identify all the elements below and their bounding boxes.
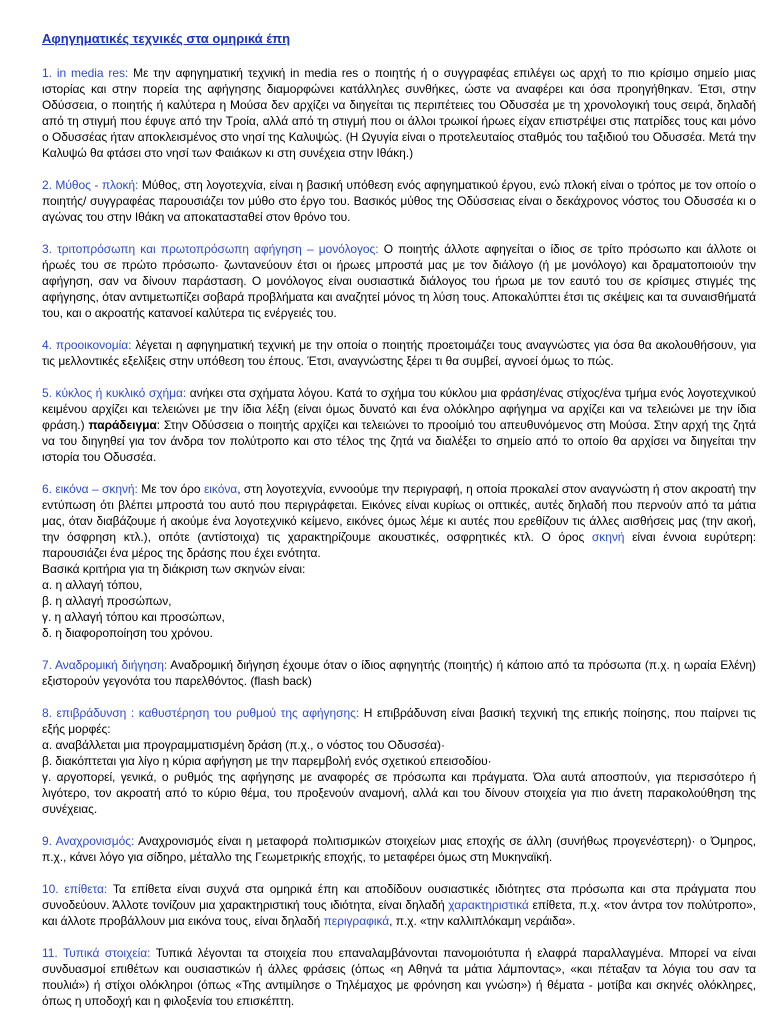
section-5-text: ανήκει στα σχήματα λόγου. Κατά το σχήμα του κύκλου μια φράση/ένας στίχος/ένα τμήμα ενός λογοτεχνικού κειμένου αρχίζει και τελειώνει με την ίδια λέξη (είναι όμως δυνατό και ένα ολόκληρο αφήγημα να αρχίζει και να τελειώνει με την ίδια φράση.): [42, 386, 756, 432]
section-2: [42, 177, 756, 225]
list-item: γ. η αλλαγή τόπου και προσώπων,: [42, 610, 225, 624]
section-8-forms-list: [42, 737, 756, 817]
section-9-text: Αναχρονισμός είναι η μεταφορά πολιτισμικών στοιχείων μιας εποχής σε άλλη (συνήθως προγενέστερη)· ο Όμηρος, π.χ., κάνει λόγο για σίδηρο, μέταλλο της Γεωμετρικής εποχής, το μεταφέρει όμως στη Μυκηναϊκή.: [42, 834, 756, 864]
section-5-example-text: : Στην Οδύσσεια ο ποιητής αρχίζει και τελειώνει το προοίμιό του απευθυνόμενος στη Μούσα. Στην αρχή της ζητά να του διηγηθεί για τον άνδρα τον πολύτροπο και στο τέλος της ζητά να διαλέξει το σημείο από το οποίο θα αρχίσει να διηγείται την ιστορία του Οδυσσέα.: [42, 418, 756, 464]
section-10-link-descriptive[interactable]: περιγραφικά: [323, 914, 390, 928]
section-1: [42, 65, 756, 161]
section-10: [42, 881, 756, 929]
section-6-text-3: είναι έννοια ευρύτερη: παρουσιάζει ένα μέρος της δράσης που έχει ενότητα.: [42, 530, 757, 560]
section-5-heading: 5. κύκλος ή κυκλικό σχήμα:: [42, 386, 187, 400]
section-7-text: Αναδρομική διήγηση έχουμε όταν ο ίδιος αφηγητής (ποιητής) ή κάποιο από τα πρόσωπα (π.χ. η ωραία Ελένη) εξιστορούν γεγονότα του παρελθόντος. (flash back): [42, 658, 756, 688]
document-title[interactable]: Αφηγηματικές τεχνικές στα ομηρικά έπη: [42, 31, 291, 46]
section-3-text: Ο ποιητής άλλοτε αφηγείται ο ίδιος σε τρίτο πρόσωπο και άλλοτε οι ήρωές του σε πρώτο πρόσωπο· ζωντανεύουν έτσι οι ήρωες μπροστά μας με τον διάλογο (ή με μονόλογο) και δραματοποιούν την αφήγηση, σαν να δίνουν παράσταση. Ο μονόλογος είναι ουσιαστικά διάλογος του ήρωα με τον εαυτό του σε κρίσιμες στιγμές της αφήγησης, όταν αντιμετωπίζει σοβαρά προβλήματα και αναζητεί μόνος τη λύση τους. Αποκαλύπτει έτσι τις σκέψεις και τα συναισθήματά του, και ο ακροατής κατανοεί καλύτερα τις ενέργειές του.: [42, 242, 756, 320]
section-10-text-3: , π.χ. «την καλλιπλόκαμη νεράιδα».: [389, 914, 576, 928]
section-8-heading: 8. επιβράδυνση : καθυστέρηση του ρυθμού της αφήγησης:: [42, 706, 360, 720]
section-3-heading: 3. τριτοπρόσωπη και πρωτοπρόσωπη αφήγηση – μονόλογος:: [42, 242, 379, 256]
list-item: δ. η διαφοροποίηση του χρόνου.: [42, 626, 213, 640]
section-10-text-2: επίθετα, π.χ. «τον άντρα τον πολύτροπο», και άλλοτε προβάλλουν μια εικόνα τους, είναι δηλαδή: [42, 898, 756, 928]
section-8: [42, 705, 756, 817]
list-item: α. η αλλαγή τόπου,: [42, 578, 143, 592]
section-6-link-skini[interactable]: σκηνή: [591, 530, 625, 544]
section-1-heading: 1. in media res:: [42, 66, 129, 80]
section-6-text-1: Με τον όρο: [137, 482, 204, 496]
section-5: [42, 385, 756, 465]
section-6-criteria-intro: Βασικά κριτήρια για τη διάκριση των σκηνών είναι:: [42, 562, 306, 576]
section-5-example-label: παράδειγμα: [88, 418, 157, 432]
section-10-text-1: Τα επίθετα είναι συχνά στα ομηρικά έπη και αποδίδουν ουσιαστικές ιδιότητες στα πρόσωπα και στα πράγματα που συνοδεύουν. Άλλοτε τονίζουν μια χαρακτηριστική τους ιδιότητα, είναι δηλαδή: [42, 882, 757, 912]
section-6-criteria-list: [42, 577, 756, 641]
section-9: [42, 833, 756, 865]
section-11-text: Τυπικά λέγονται τα στοιχεία που επαναλαμβάνονται πανομοιότυπα ή ελαφρά παραλλαγμένα. Μπορεί να είναι συνδυασμοί επιθέτων και ουσιαστικών ή άλλες φράσεις (όπως «η Αθηνά τα μάτια λάμποντας», «και πέταξαν τα λόγια του σαν τα πουλιά») ή στίχοι ολόκληροι (όπως «Της αντιμίλησε ο Τηλέμαχος με φρόνηση και γνώση») ή θέματα - μοτίβα και σκηνές ολόκληρες, όπως η υποδοχή και η φιλοξενία του επισκέπτη.: [42, 946, 756, 1008]
section-2-heading: 2. Μύθος - πλοκή:: [42, 178, 139, 192]
section-8-text: Η επιβράδυνση είναι βασική τεχνική της επικής ποίησης, που παίρνει τις εξής μορφές:: [42, 706, 756, 736]
section-6-text-2: , στη λογοτεχνία, εννοούμε την περιγραφή, η οποία προκαλεί στον αναγνώστη ή στον ακροατή την εντύπωση ότι βλέπει μπροστά του αυτό που περιγράφεται. Εικόνες είναι κυρίως οι οπτικές, αυτές δηλαδή που περνούν από τα μάτια μας, όταν διαβάζουμε ή ακούμε ένα λογοτεχνικό κείμενο, εικόνες όμως λέμε κι αυτές που ερεθίζουν τις άλλες αισθήσεις μας (την ακοή, την όσφρηση κτλ.), οπότε (αντίστοιχα) τις χαρακτηρίζουμε ακουστικές, οσφρητικές κτλ. Ο όρος: [42, 482, 757, 544]
section-9-heading: 9. Αναχρονισμός:: [42, 834, 135, 848]
section-6-heading: 6. εικόνα – σκηνή:: [42, 482, 138, 496]
section-11: [42, 945, 756, 1009]
list-item: β. η αλλαγή προσώπων,: [42, 594, 172, 608]
section-4-heading: 4. προοικονομία:: [42, 338, 132, 352]
section-3: [42, 241, 756, 321]
section-1-text: Με την αφηγηματική τεχνική in media res ο ποιητής ή ο συγγραφέας επιλέγει ως αρχή το πιο κρίσιμο σημείο μιας ιστορίας και στην πορεία της αφήγησης διαμορφώνει κατάλληλες συνθήκες, ώστε να αναφέρει και όσα προηγήθηκαν. Έτσι, στην Οδύσσεια, ο ποιητής ή καλύτερα η Μούσα δεν αρχίζει να διηγείται τις περιπέτειες του Οδυσσέα με τη χρονολογική τους σειρά, δηλαδή από τη στιγμή που έφυγε από την Τροία, αλλά από τη στιγμή που οι άλλοι τρωικοί ήρωες είχαν επιστρέψει στις πατρίδες τους και μόνο ο Οδυσσέας ήταν αποκλεισμένος στο νησί της Καλυψώς. (Η Ωγυγία είναι ο προτελευταίος σταθμός του ταξιδιού του Οδυσσέα. Μετά την Καλυψώ θα φτάσει στο νησί των Φαιάκων κι στη συνέχεια στην Ιθάκη.): [42, 66, 756, 160]
list-item: α. αναβάλλεται μια προγραμματισμένη δράση (π.χ., ο νόστος του Οδυσσέα)·: [42, 738, 445, 752]
section-2-text: Μύθος, στη λογοτεχνία, είναι η βασική υπόθεση ενός αφηγηματικού έργου, ενώ πλοκή είναι ο τρόπος με τον οποίο ο ποιητής/ συγγραφέας παρουσιάζει τον μύθο στο έργο του. Βασικός μύθος της Οδύσσειας είναι ο δεκάχρονος νόστος του Οδυσσέα κι ο αγώνας του στην Ιθάκη να αποκατασταθεί στον θρόνο του.: [42, 178, 756, 224]
section-7-heading: 7. Αναδρομική διήγηση:: [42, 658, 168, 672]
section-11-heading: 11. Τυπικά στοιχεία:: [42, 946, 151, 960]
section-6: [42, 481, 756, 641]
section-4-text: λέγεται η αφηγηματική τεχνική με την οποία ο ποιητής προετοιμάζει τους αναγνώστες για όσα θα ακολουθήσουν, για τις μελλοντικές εξελίξεις στην υπόθεση του έπους. Έτσι, αναγνώστης ξέρει τι θα συμβεί, αγνοεί όμως το πώς.: [42, 338, 756, 368]
section-6-link-eikona[interactable]: εικόνα: [204, 482, 238, 496]
section-10-heading: 10. επίθετα:: [42, 882, 108, 896]
list-item: β. διακόπτεται για λίγο η κύρια αφήγηση με την παρεμβολή ενός σχετικού επεισοδίου·: [42, 754, 492, 768]
section-10-link-characteristic[interactable]: χαρακτηριστικά: [448, 898, 529, 912]
section-4: [42, 337, 756, 369]
list-item: γ. αργοπορεί, γενικά, ο ρυθμός της αφήγησης με αναφορές σε πρόσωπα και πράγματα. Όλα αυτά αποσπούν, για περισσότερο ή λιγότερο, τον ακροατή από το κύριο θέμα, του προξενούν αναμονή, αλλά και του δίνουν στοιχεία για πιο άνετη παρακολούθηση της συνέχειας.: [42, 770, 756, 816]
section-7: [42, 657, 756, 689]
